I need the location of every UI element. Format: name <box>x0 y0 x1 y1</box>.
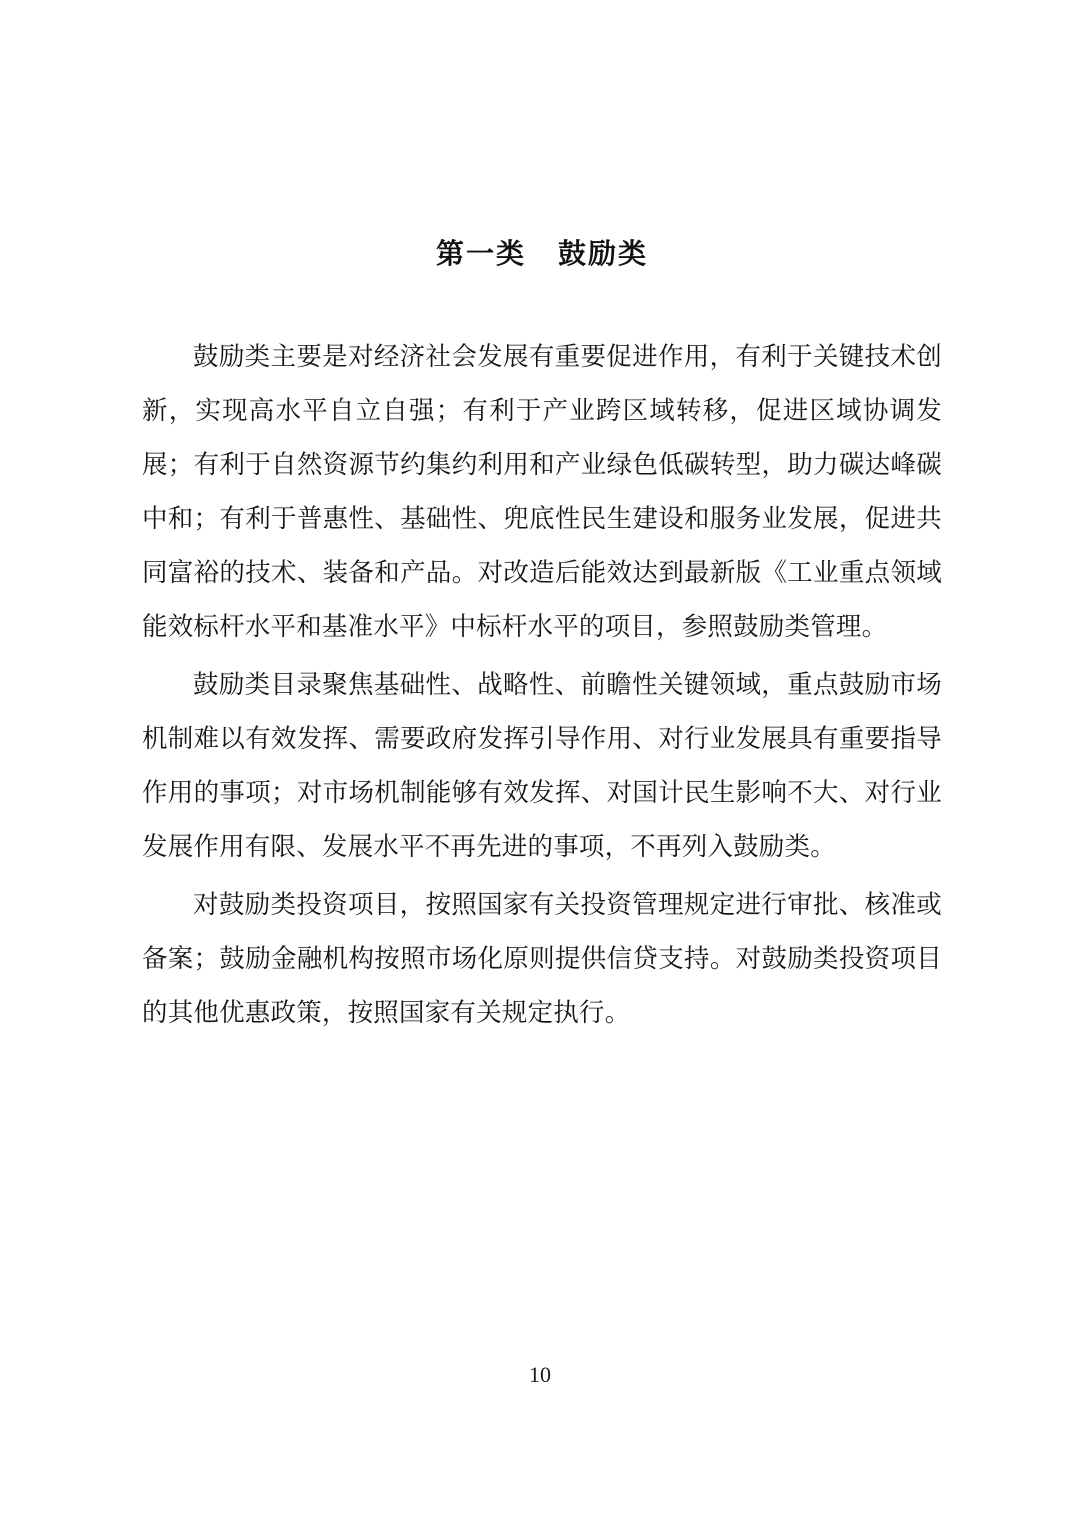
page-title-suffix: 鼓励类 <box>558 239 649 270</box>
paragraph-2: 鼓励类目录聚焦基础性、战略性、前瞻性关键领域，重点鼓励市场机制难以有效发挥、需要政府发挥引导作用、对行业发展具有重要指导作用的事项；对市场机制能够有效发挥、对国计民生影响不大、对行业发展作用有限、发展水平不再先进的事项，不再列入鼓励类。 <box>142 670 942 861</box>
document-body <box>142 232 942 1044</box>
page-number: 10 <box>529 1362 551 1387</box>
page-title <box>142 232 942 272</box>
paragraph-1: 鼓励类主要是对经济社会发展有重要促进作用，有利于关键技术创新，实现高水平自立自强；有利于产业跨区域转移，促进区域协调发展；有利于自然资源节约集约利用和产业绿色低碳转型，助力碳达峰碳中和；有利于普惠性、基础性、兜底性民生建设和服务业发展，促进共同富裕的技术、装备和产品。对改造后能效达到最新版《工业重点领域能效标杆水平和基准水平》中标杆水平的项目，参照鼓励类管理。 <box>142 342 942 641</box>
page-title-prefix: 第一类 <box>435 239 526 270</box>
paragraph-3: 对鼓励类投资项目，按照国家有关投资管理规定进行审批、核准或备案；鼓励金融机构按照市场化原则提供信贷支持。对鼓励类投资项目的其他优惠政策，按照国家有关规定执行。 <box>142 890 942 1027</box>
